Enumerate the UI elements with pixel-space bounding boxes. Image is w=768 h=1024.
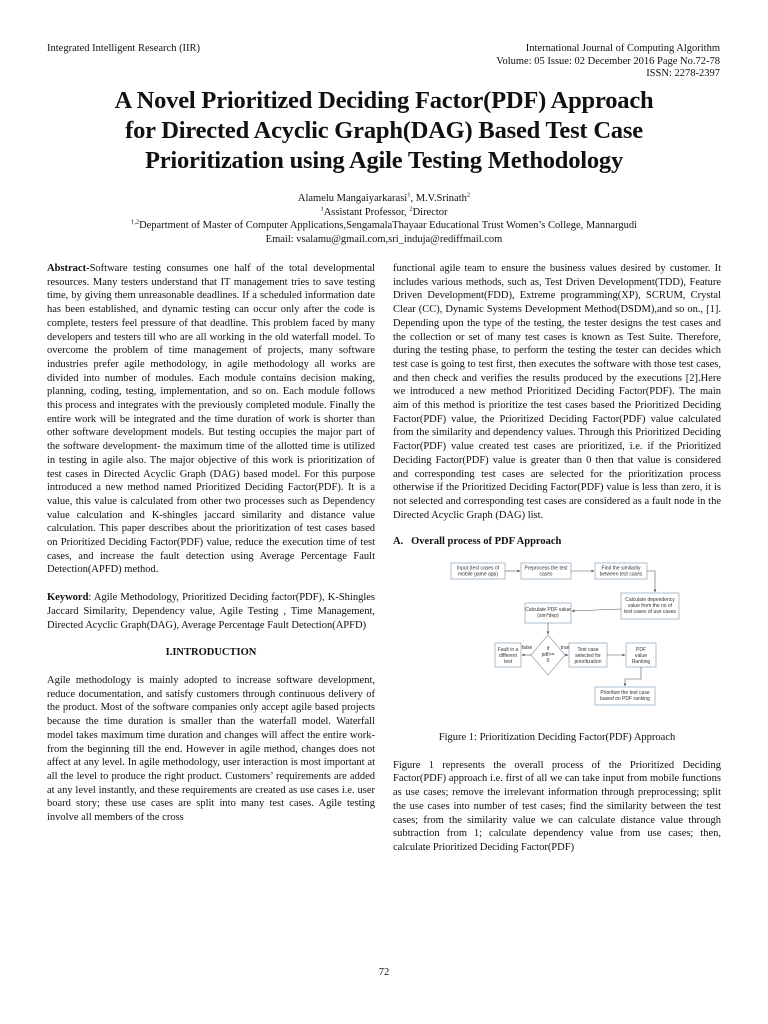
fault-line-2: different [499, 653, 517, 660]
sim-line-1: Find the similarity [601, 565, 641, 572]
page-number: 72 [378, 967, 390, 978]
input-line-1: Input (test cases of [456, 565, 500, 572]
true-label: true [560, 645, 570, 652]
left-column [47, 262, 375, 825]
pdf-approach-figure [393, 557, 721, 725]
abstract-text: Software testing consumes one half of the total developmental resources. Many testers understand that IT management tries to save testing time, by giving them unreasonable deadlines. If a scheduled information date has been established, and dynamic testing can occur only after the code is complete, testers feel pressure of that deadline. This problem faced by many developers and testers till who are all working in the old waterfall model. To overcome the problem of time management of projects, many software industries prefer agile methodology, in agile methodology all works are divided into number of modules. Each module contains decision making, planning, coding, testing, implementation, and so on. Each module follows this process and integrates with the previously completed module. Finally the entire work will be integrated and the time duration of work is shorter than other software development models. But testing occupies the major part of the software development- the maximum time of the allotted time is utilized in testing in agile also. The major objective of this work is prioritization of test cases in Directed Acyclic Graph (DAG) based model. For this purpose introduced a new method named Prioritized Deciding Factor(PDF). It is a value, this value is calculated from other two processes such as Dependency value calculation and K-shingles jaccard similarity and distance value calculation. This paper describes about the prioritization of test cases based on Prioritized Deciding Factor(PDF) value, reduce the execution time of test cases, and increase the fault detection using Average Percentage Fault Detection(APFD) method. [47, 263, 375, 576]
prio-line-2: based on PDF ranking [600, 696, 650, 703]
journal-org-header: Integrated Intelligent Research (IIR) [47, 43, 201, 54]
prio-line-1: Prioritize the test case [600, 690, 650, 697]
pdf-line-1: Calculate PDF value [525, 607, 571, 614]
introduction-text: Agile methodology is mainly adopted to increase software development, reduce documentation, and satisfy customers through continuous delivery of the product. Most of the software companies only accept agile based projects because the time duration is smaller than the waterfall model. Waterfall model takes maximum time duration and changes will affect the entire work- from the beginning till the end. However in agile method, changes does not affect at any level. In agile methodology, user interaction is most important at all the level to produce the right product. Customers’ requirements are added at any level instantly, and these requirements are created as use cases i.e. user board story; these use cases are split into many test cases. Agile testing involve all members of the cross [47, 674, 375, 824]
journal-name: International Journal of Computing Algorithm [525, 43, 720, 54]
rank-line-1: PDF [636, 647, 646, 654]
keywords [47, 591, 375, 632]
dec-line-2: pdf>= [541, 652, 555, 659]
arrow-dep-pdf [572, 609, 621, 611]
title-line-1: A Novel Prioritized Deciding Factor(PDF) Approach [114, 87, 654, 114]
right-paragraph-2: Figure 1 represents the overall process of the Prioritized Deciding Factor(PDF) approach i.e. first of all we can take input from mobile functions as use cases; remove the irrelevant information through preprocessing; split the use cases into number of test cases; find the similarity between the test cases; from the similarity value we can calculate distance value through subtraction from 1; calculate dependency value from use cases; then, calculate Prioritized Deciding Factor(PDF) [393, 759, 721, 853]
arrow-sim-dep [647, 571, 655, 592]
right-paragraph-1: functional agile team to ensure the business values desired by customer. It includes various methods, such as, Test Driven Development(TDD), Feature Driven Development(FDD), Extreme programming(XP), SCRUM, Crystal Clear (CC), Dynamic Systems Development Method(DSDM),and so on., [1]. Depending upon the type of the testing, the tester designs the test cases and the collection or set of many test cases is known as Test Suite. Therefore, during the testing phase, to perform the testing the tester can decides which test case is going to test first, then executes the software with those test cases, and then check and verifies the results produced by the executions [2].Here we introduced a new method Prioritized Deciding Factor(PDF). The main aim of this method is prioritize the test cases based the Prioritized Deciding Factor(PDF) value, the Prioritized Deciding Factor(PDF) value calculated from the similarity and dependency values. Through this Prioritized Deciding Factor(PDF) value created test cases are prioritized, i.e. if the Prioritized Deciding Factor(PDF) value is greater than 0 then that value is considered and corresponding test cases are selected for the prioritization process otherwise if the Prioritized Deciding Factor(PDF) value is less than zero, it is not selected and corresponding test cases are considered as a fault node in the Directed Acyclic Graph (DAG) list. [393, 263, 721, 521]
keyword-text: : Agile Methodology, Prioritized Deciding factor(PDF), K-Shingles Jaccard Similarity, Dependency value, Agile Testing , Time Management, Directed Acyclic Graph(DAG), Average Percentage Fault Detection(APFD) [47, 592, 375, 631]
svg-text:Prioritize the test casebased [600, 690, 650, 702]
false-label: false [521, 645, 533, 652]
paper-title [30, 86, 738, 176]
role-2-sup: 2 [409, 205, 413, 212]
abstract [47, 262, 375, 577]
role-1: Assistant Professor, [323, 206, 410, 218]
author-block [40, 192, 728, 246]
author-2-sup: 2 [466, 191, 471, 199]
svg-text:Calculate dependencyvalue from [624, 597, 676, 615]
role-2: Director [412, 206, 448, 218]
author-roles [40, 206, 728, 220]
sel-line-2: selected for [575, 653, 601, 660]
keyword-label: Keyword [47, 592, 89, 604]
right-column [393, 262, 721, 855]
author-1-sup: 1 [407, 191, 411, 199]
section-heading-introduction: I.INTRODUCTION [165, 647, 257, 659]
flowchart-diagram [393, 557, 721, 725]
dept-text: Department of Master of Computer Applications,SengamalaThayaar Educational Trust Women’s College, Mannargudi [139, 220, 638, 231]
sel-line-3: prioritization [574, 659, 602, 666]
input-line-2: mobile game app) [457, 571, 499, 578]
dec-line-1: if [546, 646, 550, 653]
svg-text:Input (test cases ofmobile gam [457, 566, 500, 578]
dep-line-1: Calculate dependency [625, 597, 675, 604]
author-names [40, 192, 728, 206]
arrow-rank-prio [625, 667, 641, 686]
fault-line-3: test [503, 659, 513, 666]
journal-info-header [496, 43, 720, 81]
figure-caption: Figure 1: Prioritization Deciding Factor(PDF) Approach [438, 732, 676, 744]
author-2: M.V.Srinath [415, 193, 467, 204]
journal-issn: ISSN: 2278-2397 [646, 68, 720, 79]
svg-text:Test caseselected forprioritiz [575, 647, 602, 665]
abstract-label: Abstract- [47, 263, 90, 274]
title-line-3: Prioritization using Agile Testing Methodology [144, 147, 624, 174]
dept-sup: 1,2 [130, 218, 140, 226]
sim-line-2: between test cases [599, 571, 643, 578]
dep-line-2: value from the no of [627, 603, 673, 610]
author-email: Email: vsalamu@gmail.com,sri_induja@rediffmail.com [265, 233, 503, 245]
dec-line-3: 0 [546, 658, 550, 665]
pre-line-1: Preprocess the test [524, 565, 568, 572]
dep-line-3: test cases of use cases [624, 609, 676, 616]
svg-text:Find the similaritybetween tes [600, 566, 643, 578]
rank-line-2: value [635, 653, 647, 660]
sel-line-1: Test case [577, 647, 599, 654]
pre-line-2: cases [539, 571, 553, 578]
fault-line-1: Fault in a [497, 647, 519, 654]
author-sep: , [410, 193, 416, 204]
author-1: Alamelu Mangaiyarkarasi [297, 193, 408, 204]
title-line-2: for Directed Acyclic Graph(DAG) Based Test Case [125, 117, 643, 144]
pdf-line-2: (sim*dep) [537, 613, 559, 620]
role-1-sup: 1 [320, 205, 324, 212]
rank-line-3: Ranking [631, 659, 651, 666]
author-department [40, 219, 728, 233]
journal-volume: Volume: 05 Issue: 02 December 2016 Page No.72-78 [496, 55, 720, 67]
subsection-heading: A. Overall process of PDF Approach [393, 536, 562, 548]
